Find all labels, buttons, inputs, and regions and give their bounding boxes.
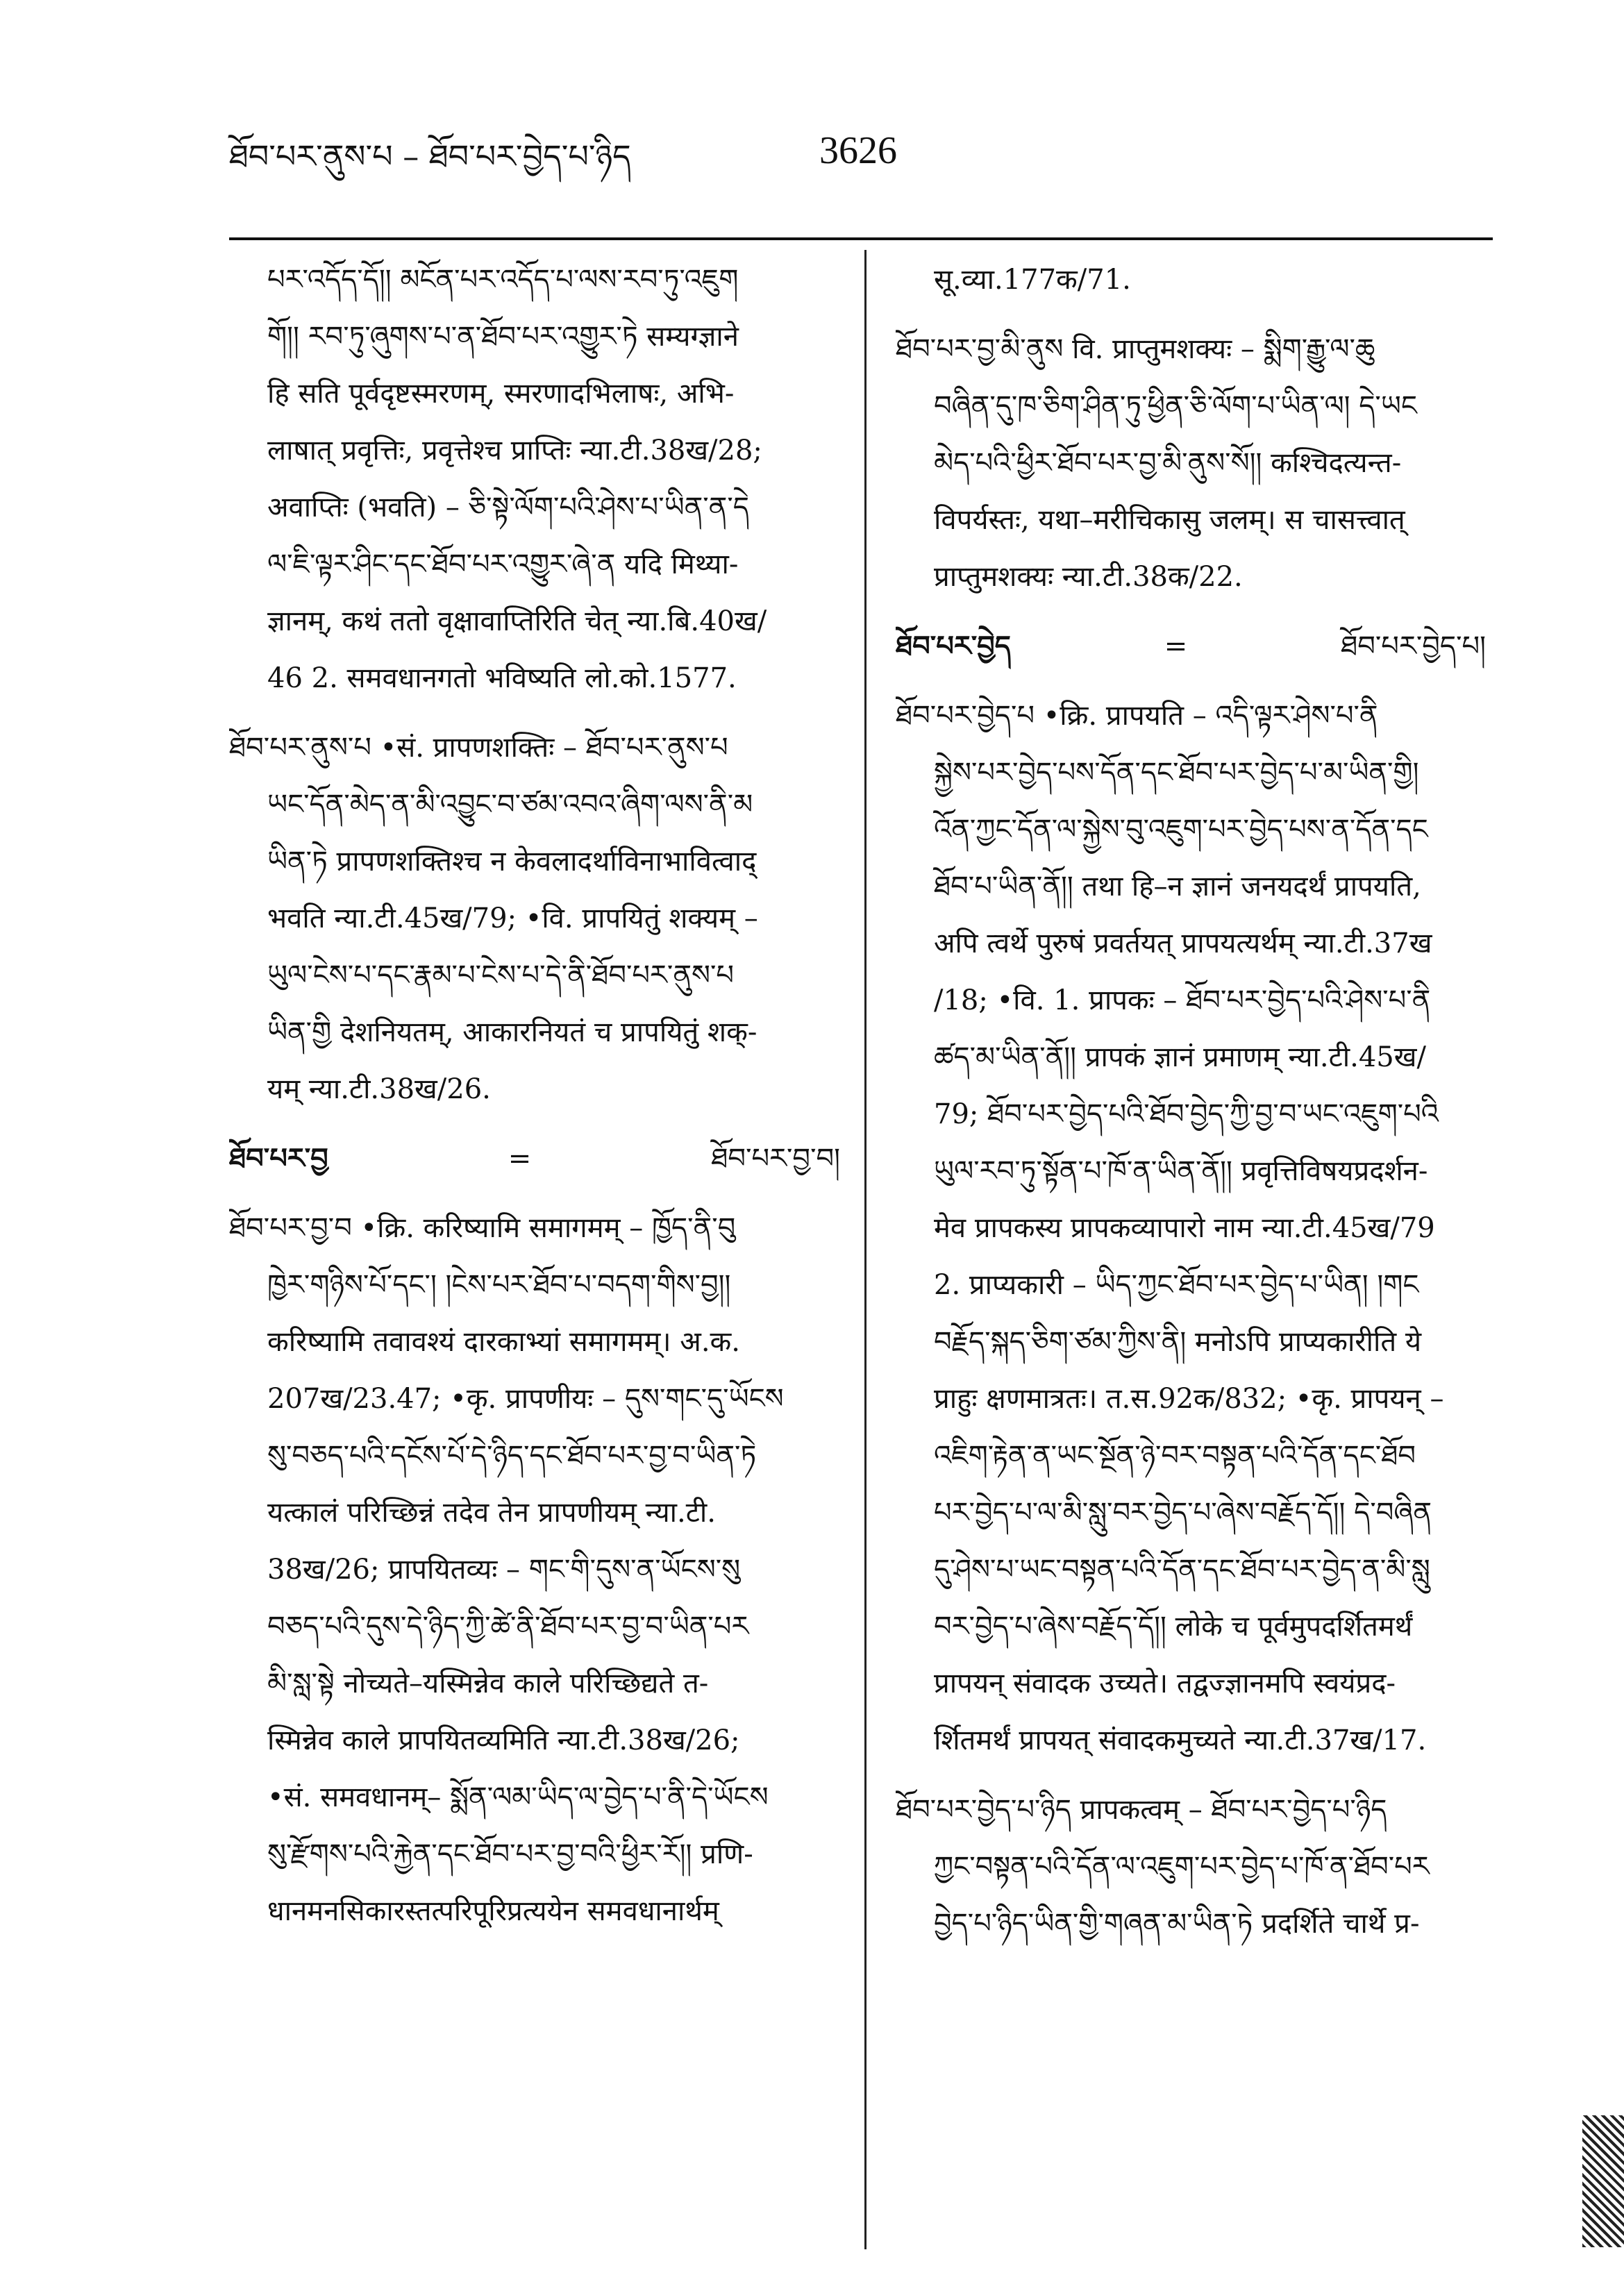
entry-line: འོན་ཀྱང་དོན་ལ་སྐྱེས་བུ་འཇུག་པར་བྱེད་པས་ན་དོན་དང	[934, 814, 1428, 846]
entry-line: सू.व्या.177क/71.	[934, 264, 1131, 296]
cross-reference	[229, 1130, 840, 1187]
entry-line: བཅད་པའི་དུས་དེ་ཉིད་ཀྱི་ཚེ་ནི་ཐོབ་པར་བྱ་བ་ཡིན་པར	[267, 1611, 749, 1643]
xref-term: ཐོབ་པར་བྱ	[229, 1142, 328, 1175]
entry-line: མི་སླ་སྟེ नोच्यते–यस्मिन्नेव काले परिच्छिद्यते त-	[267, 1668, 709, 1699]
entry-line: 38ख/26; प्रापयितव्यः – གང་གི་དུས་ན་ཡོངས་སུ	[267, 1554, 741, 1586]
entry-line: यत्कालं परिच्छिन्नं तदेव तेन प्रापणीयम् न्या.टी.	[267, 1497, 716, 1529]
entry-line: མེད་པའི་ཕྱིར་ཐོབ་པར་བྱ་མི་ནུས་སོ།། कश्चिदत्यन्त-	[934, 447, 1402, 479]
entry-line: གོ།། རབ་ཏུ་ཞུགས་པ་ན་ཐོབ་པར་འགྱུར་ཏེ सम्यग्ज्ञाने	[267, 321, 739, 353]
entry-line: ཁྱེར་གཉིས་པོ་དང་། །ངེས་པར་ཐོབ་པ་བདག་གིས་བྱ།།	[267, 1269, 731, 1301]
entry-line: स्मिन्नेव काले प्रापयितव्यमिति न्या.टी.38ख/26;	[267, 1724, 740, 1756]
entry-line: ལ་ཇི་ལྟར་ཤིང་དང་ཐོབ་པར་འགྱུར་ཞེ་ན यदि मिथ्या-	[267, 548, 739, 580]
entry-line: པར་བྱེད་པ་ལ་མི་སླུ་བར་བྱེད་པ་ཞེས་བརྗོད་དོ།། དེ་བཞིན	[934, 1497, 1432, 1529]
entry-line: 207ख/23.47; •कृ. प्रापणीयः – དུས་གང་དུ་ཡོངས	[267, 1383, 784, 1415]
entry-line: སུ་བཅད་པའི་དངོས་པོ་དེ་ཉིད་དང་ཐོབ་པར་བྱ་བ་ཡིན་ཏེ	[267, 1440, 757, 1472]
entry-headword-line: ཐོབ་པར་ནུས་པ •सं. प्रापणशक्तिः – ཐོབ་པར་ནུས་པ	[229, 732, 728, 764]
scan-edge-mark	[1582, 2115, 1624, 2247]
entry-line: ज्ञानम्, कथं ततो वृक्षावाप्तिरिति चेत् न्या.बि.40ख/	[267, 605, 767, 637]
entry-line: धानमनसिकारस्तत्परिपूरिप्रत्ययेन समवधानार्थम्	[267, 1895, 719, 1927]
entry-headword-line: ཐོབ་པར་བྱ་བ •क्रि. करिष्यामि समागमम् – ཁྱོད་ནི་བུ	[229, 1212, 736, 1244]
entry-line: ཀྱང་བསྟན་པའི་དོན་ལ་འཇུག་པར་བྱེད་པ་ཁོ་ན་ཐོབ་པར	[934, 1851, 1430, 1883]
entry-line: བར་བྱེད་པ་ཞེས་བརྗོད་དོ།། लोके च पूर्वमुपदर्शितमर्थं	[934, 1611, 1413, 1643]
dictionary-entry	[896, 1781, 1486, 1952]
cross-reference	[896, 618, 1486, 675]
entry-line: यम् न्या.टी.38ख/26.	[267, 1073, 491, 1105]
entry-line: ཡིན་ཏེ प्रापणशक्तिश्च न केवलादर्थाविनाभावित्वाद्	[267, 846, 757, 878]
entry-headword-line: ཐོབ་པར་བྱ་མི་ནུས वि. प्राप्तुमशक्यः – སྨིག་རྒྱུ་ལ་ཆུ	[896, 333, 1375, 365]
entry-line: འཇིག་རྟེན་ན་ཡང་སྔོན་ཉེ་བར་བསྟན་པའི་དོན་དང་ཐོབ	[934, 1440, 1416, 1472]
entry-line: སུ་རྫོགས་པའི་རྐྱེན་དང་ཐོབ་པར་བྱ་བའི་ཕྱིར་རོ།། प्रणि-	[267, 1838, 753, 1870]
entry-line: ཚད་མ་ཡིན་ནོ།། प्रापकं ज्ञानं प्रमाणम् न्या.टी.45ख/	[934, 1041, 1426, 1073]
xref-line	[896, 618, 1486, 675]
entry-line: ཡུལ་ངེས་པ་དང་རྣམ་པ་ངེས་པ་དེ་ནི་ཐོབ་པར་ནུས་པ	[267, 959, 735, 991]
dictionary-entry	[896, 687, 1486, 1769]
column-divider	[864, 250, 867, 2249]
dictionary-entry	[896, 321, 1486, 605]
entry-line: སྐྱེས་པར་བྱེད་པས་དོན་དང་ཐོབ་པར་བྱེད་པ་མ་ཡིན་གྱི།	[934, 757, 1419, 789]
entry-line: བྱེད་པ་ཉིད་ཡིན་གྱི་གཞན་མ་ཡིན་ཏེ प्रदर्शिते चार्थे प्र-	[934, 1908, 1420, 1940]
entry-line: ཡང་དོན་མེད་ན་མི་འབྱུང་བ་ཙམ་འབའ་ཞིག་ལས་ནི་མ	[267, 789, 753, 821]
entry-line: प्राहुः क्षणमात्रतः। त.स.92क/832; •कृ. प्रापयन् –	[934, 1383, 1444, 1415]
entry-line: ཐོབ་པ་ཡིན་ནོ།། तथा हि–न ज्ञानं जनयदर्थं प्रापयति,	[934, 871, 1421, 903]
right-column	[896, 251, 1486, 1965]
entry-line: 2. प्राप्यकारी – ཡིད་ཀྱང་ཐོབ་པར་བྱེད་པ་ཡིན། །གང	[934, 1269, 1419, 1301]
entry-line: དུ་ཤེས་པ་ཡང་བསྟན་པའི་དོན་དང་ཐོབ་པར་བྱེད་ན་མི་སླུ	[934, 1554, 1430, 1586]
dictionary-entry	[229, 719, 840, 1118]
entry-line: /18; •वि. 1. प्रापकः – ཐོབ་པར་བྱེད་པའི་ཤེས་པ་ནི	[934, 984, 1431, 1016]
entry-line: 46 2. समवधानगतो भविष्यति लो.को.1577.	[267, 662, 737, 694]
xref-eq: =	[1164, 630, 1188, 662]
entry-continuation	[229, 251, 840, 707]
entry-line: པར་འདོད་དོ།། མངོན་པར་འདོད་པ་ལས་རབ་ཏུ་འཇུག	[267, 264, 739, 296]
entry-continuation	[896, 251, 1486, 308]
entry-line: ཡུལ་རབ་ཏུ་སྟོན་པ་ཁོ་ན་ཡིན་ནོ།། प्रवृत्तिविषयप्रदर्शन-	[934, 1155, 1428, 1187]
dictionary-entry	[229, 1200, 840, 1940]
left-column	[229, 251, 840, 1952]
entry-line: བརྗོད་སྐད་ཅིག་ཙམ་ཀྱིས་ནི། मनोऽपि प्राप्यकारीति ये	[934, 1326, 1422, 1358]
entry-line: करिष्यामि तवावश्यं दारकाभ्यां समागमम्। अ.क.	[267, 1326, 740, 1358]
xref-eq: =	[508, 1143, 532, 1175]
running-header: ཐོབ་པར་ནུས་པ – ཐོབ་པར་བྱེད་པ་ཉིད	[229, 137, 631, 175]
entry-line: •सं. समवधानम्– སྨོན་ལམ་ཡིད་ལ་བྱེད་པ་ནི་དེ་ཡོངས	[267, 1781, 769, 1813]
entry-headword-line: ཐོབ་པར་བྱེད་པ་ཉིད प्रापकत्वम् – ཐོབ་པར་བྱེད་པ་ཉིད	[896, 1794, 1387, 1826]
xref-target: ཐོབ་པར་བྱ་བ།	[711, 1143, 840, 1175]
entry-line: हि सति पूर्वदृष्टस्मरणम्, स्मरणादभिलाषः, अभि-	[267, 378, 735, 410]
entry-line: मेव प्रापकस्य प्रापकव्यापारो नाम न्या.टी.45ख/79	[934, 1212, 1435, 1244]
entry-line: र्शितमर्थं प्रापयत् संवादकमुच्यते न्या.टी.37ख/17.	[934, 1724, 1427, 1756]
entry-line: प्रापयन् संवादक उच्यते। तद्वज्ज्ञानमपि स्वयंप्रद-	[934, 1668, 1396, 1699]
entry-line: विपर्यस्तः, यथा–मरीचिकासु जलम्। स चासत्त्वात्	[934, 504, 1405, 536]
entry-line: अपि त्वर्थे पुरुषं प्रवर्तयत् प्रापयत्यर्थम् न्या.टी.37ख	[934, 927, 1432, 959]
entry-line: लाषात् प्रवृत्तिः, प्रवृत्तेश्च प्राप्तिः न्या.टी.38ख/28;	[267, 435, 762, 467]
entry-line: 79; ཐོབ་པར་བྱེད་པའི་ཐོབ་བྱེད་ཀྱི་བྱ་བ་ཡང་འཇུག་པའི	[934, 1098, 1439, 1130]
xref-term: ཐོབ་པར་བྱེད	[896, 630, 1011, 662]
entry-headword-line: ཐོབ་པར་བྱེད་པ •क्रि. प्रापयति – འདི་ལྟར་ཤེས་པ་ནི	[896, 700, 1378, 732]
page-number: 3626	[819, 129, 897, 172]
header-rule	[229, 237, 1493, 240]
entry-line: བཞིན་དུ་ཁ་ཅིག་ཤིན་ཏུ་ཕྱིན་ཅི་ལོག་པ་ཡིན་ལ། དེ་ཡང	[934, 390, 1417, 422]
xref-target: ཐོབ་པར་བྱེད་པ།	[1341, 630, 1486, 662]
entry-line: अवाप्तिः (भवति) – ཅི་སྟེ་ལོག་པའི་ཤེས་པ་ཡིན་ན་དེ	[267, 492, 749, 523]
entry-line: प्राप्तुमशक्यः न्या.टी.38क/22.	[934, 561, 1243, 593]
entry-line: ཡིན་གྱི देशनियतम्, आकारनियतं च प्रापयितुं शक्-	[267, 1016, 757, 1048]
entry-line: भवति न्या.टी.45ख/79; •वि. प्रापयितुं शक्यम् –	[267, 903, 758, 934]
xref-line	[229, 1130, 840, 1187]
